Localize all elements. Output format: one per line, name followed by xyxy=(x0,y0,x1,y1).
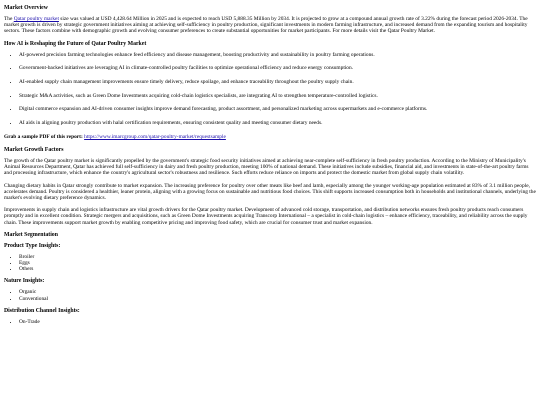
overview-text-end: size was valued at USD 4,428.64 Million in 2025 and is expected to reach USD 5,888.35 Million by 2034. It is projected to grow at a compound annual growth rate of 3.22% during the forecast period 2026-2034. The market growth is driven by strategic government initiatives aiming at achieving self-sufficiency in poultry production, significant investments in modern farming infrastructure, and increased demand from the expanding tourism and hospitality sectors. These factors combine with demographic growth and evolving consumer preferences to create substantial opportunities for market participants. For more details visit the Qatar Poultry Market. xyxy=(4,16,528,35)
sample-pdf-label: Grab a sample PDF of this report: xyxy=(4,133,83,140)
growth-paragraph: Changing dietary habits in Qatar strongly contribute to market expansion. The increasing preference for poultry over other meats like beef and lamb, especially among the younger working-age population estimated at 83% of 3.1 million people, accelerates demand. Poultry is considered a healthier, leaner protein, aligning with a growing focus on sustainable and nutritious food choices. This shift supports increased consumption both in households and institutional channels, underlying the market's evolving dietary preference dynamics. xyxy=(4,182,536,202)
product-type-list xyxy=(4,254,536,273)
growth-factors-heading: Market Growth Factors xyxy=(4,147,64,154)
list-item: • AI-powered precision farming technologies enhance feed efficiency and disease management, boosting productivity and sustainability in poultry farming operations. xyxy=(19,52,536,58)
list-item: • Digital commerce expansion and AI-driven consumer insights improve demand forecasting, product assortment, and personalized marketing across supermarkets and e-commerce platforms. xyxy=(19,106,536,112)
sample-pdf-line xyxy=(4,134,536,140)
list-item: • On-Trade xyxy=(19,319,536,325)
ai-section-heading: How AI is Reshaping the Future of Qatar Poultry Market xyxy=(4,40,147,47)
list-item: • Eggs xyxy=(19,260,536,266)
list-item: • Strategic M&A activities, such as Green Dome Investments acquiring cold-chain logistics specialists, are integrating AI to strengthen temperature-controlled logistics. xyxy=(19,93,536,99)
list-item: • Broiler xyxy=(19,254,536,260)
market-overview-heading: Market Overview xyxy=(4,5,48,11)
qatar-poultry-market-link[interactable]: Qatar poultry market xyxy=(13,16,59,22)
overview-text-start: The xyxy=(4,16,14,22)
product-type-heading: Product Type Insights: xyxy=(4,242,61,249)
market-overview-paragraph xyxy=(4,16,536,35)
ai-bullet-list xyxy=(4,52,536,127)
nature-heading: Nature Insights: xyxy=(4,278,45,285)
sample-pdf-link[interactable]: https://www.imarcgroup.com/qatar-poultry-market/requestsample xyxy=(84,133,226,140)
list-item: • AI-enabled supply chain management improvements ensure timely delivery, reduce spoilage, and enhance traceability throughout the poultry supply chain. xyxy=(19,79,536,85)
nature-list xyxy=(4,289,536,301)
list-item: • Government-backed initiatives are leveraging AI in climate-controlled poultry facilities to optimize operational efficiency and reduce energy consumption. xyxy=(19,65,536,71)
list-item: • Conventional xyxy=(19,296,536,302)
list-item: • AI aids in aligning poultry production with halal certification requirements, ensuring consistent quality and meeting consumer dietary needs. xyxy=(19,120,536,126)
list-item: • Organic xyxy=(19,289,536,295)
segmentation-heading: Market Segmentation xyxy=(4,231,58,238)
growth-paragraph: Improvements in supply chain and logistics infrastructure are vital growth drivers for the Qatar poultry market. Development of advanced cold storage, transportation, and distribution networks ensures fresh poultry products reach consumers promptly and in excellent condition. Strategic mergers and acquisitions, such as Green Dome Investments acquiring Transcorp International – a specialist in cold-chain logistics – enhance efficiency, traceability, and reliability across the supply chain. These improvements support market growth by enabling competitive pricing and improving food safety, which are crucial for consumer trust and market expansion. xyxy=(4,207,528,226)
distribution-channel-list xyxy=(4,319,536,325)
list-item: • Others xyxy=(19,266,536,272)
distribution-channel-heading: Distribution Channel Insights: xyxy=(4,307,80,314)
growth-paragraph: The growth of the Qatar poultry market is significantly propelled by the government's strategic food security initiatives aimed at achieving near-complete self-sufficiency in fresh poultry production. According to the Ministry of Municipality's Animal Resources Department, Qatar has achieved full self-sufficiency in dairy and fresh poultry production, meeting 100% of national demand. These initiatives include subsidies, financial aid, and investments in state-of-the-art poultry farms and processing infrastructure, which enhance the country's agricultural sector's robustness and resilience. Such efforts reduce reliance on imports and protect the domestic market from global supply chain volatility. xyxy=(4,158,529,177)
